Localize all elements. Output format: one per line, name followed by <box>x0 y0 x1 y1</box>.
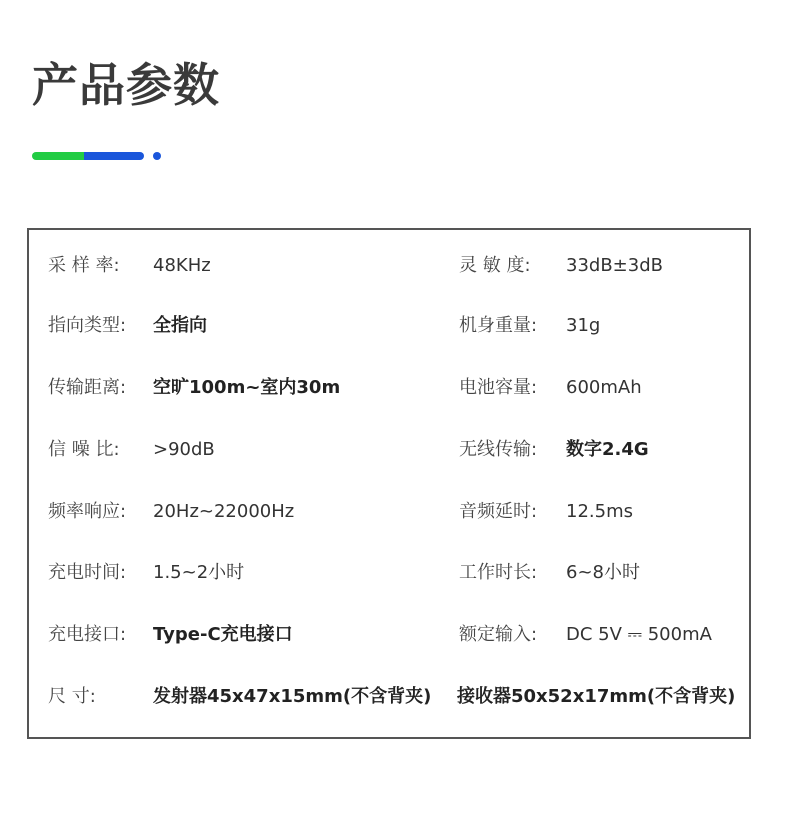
spec-row <box>29 246 749 286</box>
spec-label: 工作时长: <box>459 562 538 583</box>
spec-row <box>29 615 749 655</box>
spec-value: >90dB <box>153 439 215 460</box>
spec-table <box>27 228 751 739</box>
spec-value: 12.5ms <box>566 501 633 522</box>
spec-row <box>29 492 749 532</box>
spec-label: 充电时间: <box>48 562 127 583</box>
spec-value: 600mAh <box>566 377 642 398</box>
accent-green-segment <box>32 152 86 160</box>
spec-value: 20Hz~22000Hz <box>153 501 295 522</box>
page-title: 产品参数 <box>32 58 220 112</box>
spec-label: 电池容量: <box>459 377 538 398</box>
spec-label: 音频延时: <box>459 501 538 522</box>
spec-label: 额定输入: <box>459 624 538 645</box>
spec-value: 1.5~2小时 <box>153 562 245 583</box>
spec-label: 传输距离: <box>48 377 127 398</box>
spec-label: 无线传输: <box>459 439 538 460</box>
spec-row <box>29 368 749 408</box>
spec-label: 采 样 率: <box>48 255 120 276</box>
spec-row <box>29 677 749 717</box>
spec-label: 信 噪 比: <box>48 439 120 460</box>
spec-label: 灵 敏 度: <box>459 255 531 276</box>
spec-value: 发射器45x47x15mm(不含背夹) <box>153 686 432 707</box>
spec-value: 48KHz <box>153 255 211 276</box>
spec-value: DC 5V ⎓ 500mA <box>566 624 712 645</box>
spec-row <box>29 306 749 346</box>
spec-value: 31g <box>566 315 601 336</box>
spec-label: 频率响应: <box>48 501 127 522</box>
spec-label: 充电接口: <box>48 624 127 645</box>
spec-label: 指向类型: <box>48 315 127 336</box>
spec-value: 空旷100m~室内30m <box>153 377 341 398</box>
spec-value: 数字2.4G <box>566 439 649 460</box>
spec-value: Type-C充电接口 <box>153 624 293 645</box>
accent-dot <box>153 152 161 160</box>
spec-value: 33dB±3dB <box>566 255 663 276</box>
spec-value: 全指向 <box>153 315 207 336</box>
spec-value: 接收器50x52x17mm(不含背夹) <box>457 686 736 707</box>
spec-value: 6~8小时 <box>566 562 640 583</box>
accent-blue-segment <box>84 152 144 160</box>
spec-row <box>29 430 749 470</box>
spec-label: 机身重量: <box>459 315 538 336</box>
spec-row <box>29 553 749 593</box>
spec-label: 尺 寸: <box>48 686 96 707</box>
